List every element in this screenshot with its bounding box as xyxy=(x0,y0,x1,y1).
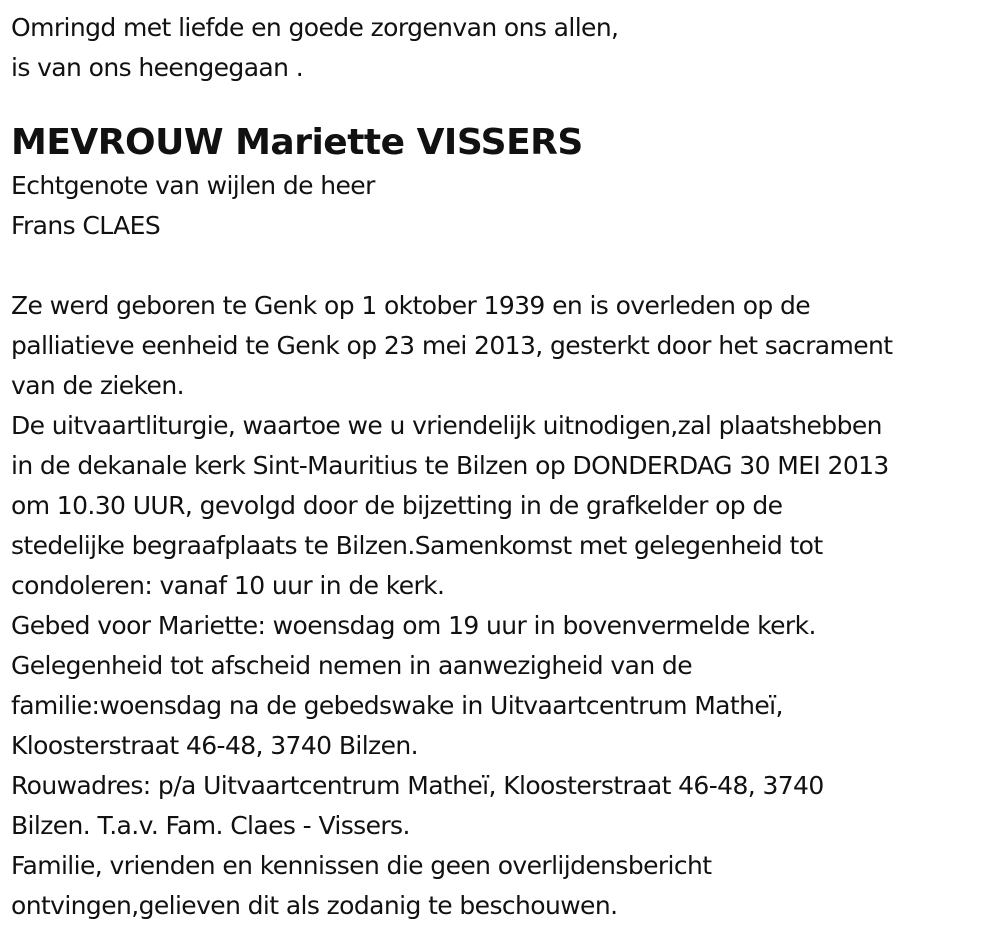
body-line: Kloosterstraat 46-48, 3740 Bilzen. xyxy=(11,731,418,760)
intro-line: is van ons heengegaan . xyxy=(11,53,304,82)
body-line: Rouwadres: p/a Uitvaartcentrum Matheï, Kloosterstraat 46-48, 3740 xyxy=(11,771,824,800)
body-line: in de dekanale kerk Sint-Mauritius te Bilzen op DONDERDAG 30 MEI 2013 xyxy=(11,451,889,480)
deceased-name: MEVROUW Mariette VISSERS xyxy=(11,122,583,163)
body-line: om 10.30 UUR, gevolgd door de bijzetting in de grafkelder op de xyxy=(11,491,783,520)
spacer xyxy=(11,246,996,286)
body-line: Gebed voor Mariette: woensdag om 19 uur in bovenvermelde kerk. xyxy=(11,611,816,640)
spouse-line: Frans CLAES xyxy=(11,211,161,240)
body-line: Gelegenheid tot afscheid nemen in aanwezigheid van de xyxy=(11,651,692,680)
body-line: Ze werd geboren te Genk op 1 oktober 1939 en is overleden op de xyxy=(11,291,811,320)
notice-body xyxy=(11,286,996,926)
body-line: Familie, vrienden en kennissen die geen overlijdensbericht xyxy=(11,851,712,880)
body-line: Bilzen. T.a.v. Fam. Claes - Vissers. xyxy=(11,811,410,840)
body-line: stedelijke begraafplaats te Bilzen.Samenkomst met gelegenheid tot xyxy=(11,531,823,560)
body-line: De uitvaartliturgie, waartoe we u vriendelijk uitnodigen,zal plaatshebben xyxy=(11,411,882,440)
death-notice xyxy=(11,8,996,926)
body-line: familie:woensdag na de gebedswake in Uitvaartcentrum Matheï, xyxy=(11,691,783,720)
body-line: van de zieken. xyxy=(11,371,184,400)
intro-line: Omringd met liefde en goede zorgenvan ons allen, xyxy=(11,13,619,42)
body-line: ontvingen,gelieven dit als zodanig te beschouwen. xyxy=(11,891,618,920)
body-line: condoleren: vanaf 10 uur in de kerk. xyxy=(11,571,445,600)
body-line: palliatieve eenheid te Genk op 23 mei 2013, gesterkt door het sacrament xyxy=(11,331,893,360)
spouse-text xyxy=(11,166,996,246)
spouse-line: Echtgenote van wijlen de heer xyxy=(11,171,375,200)
intro-text xyxy=(11,8,996,88)
